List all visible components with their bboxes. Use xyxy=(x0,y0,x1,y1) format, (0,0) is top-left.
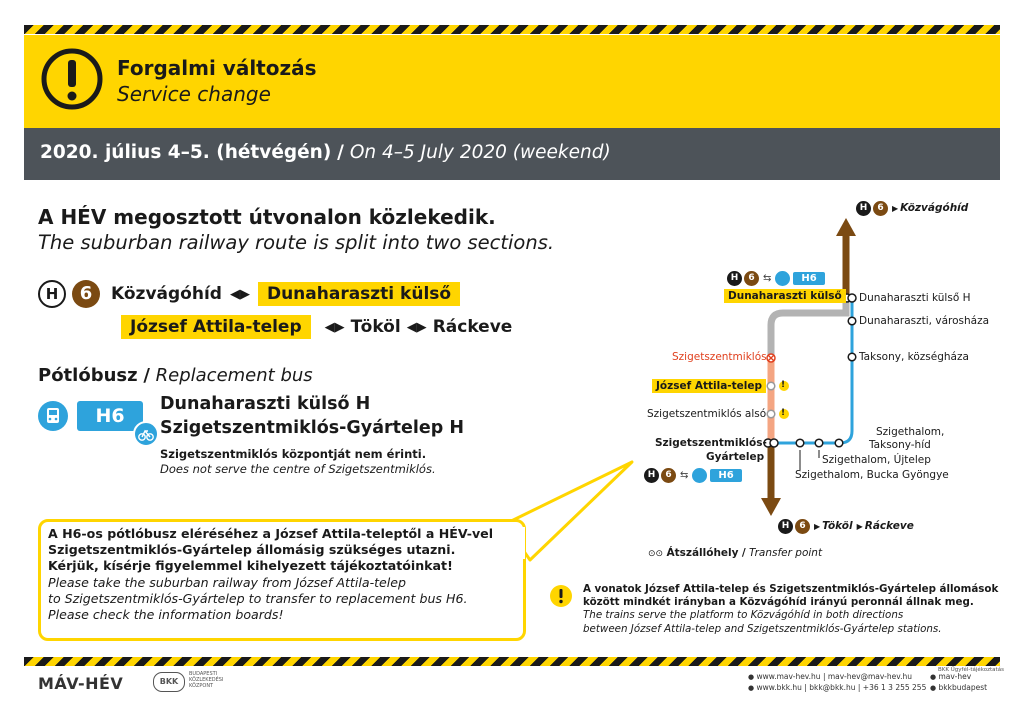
station-jozsef-attila-telep: József Attila-telep xyxy=(652,379,766,393)
direction-arrow-icon: ▶ xyxy=(892,203,899,213)
bus-icon xyxy=(775,271,790,286)
hev-icon: H xyxy=(727,271,742,286)
bus-code-badge: H6 xyxy=(793,272,824,285)
stop-dot xyxy=(770,439,778,447)
station-taksony: Taksony, községháza xyxy=(859,351,969,363)
warning-mark: ! xyxy=(781,408,786,418)
station-dunaharaszti-kulso-h: Dunaharaszti külső H xyxy=(859,292,971,304)
gyartelep-transfer-icons xyxy=(644,467,742,483)
bottom-destination xyxy=(778,518,914,534)
seg2-to: Ráckeve xyxy=(432,317,513,337)
seg1-from: Közvágóhíd xyxy=(111,284,222,304)
seg2-from: József Attila-telep xyxy=(121,315,311,339)
closed-track xyxy=(771,301,846,360)
stop-dot xyxy=(767,382,775,390)
globe-icon: ● xyxy=(748,684,755,692)
title-en: Service change xyxy=(117,82,271,106)
stop-dot xyxy=(796,439,804,447)
bus-code-badge: H6 xyxy=(710,469,741,482)
date-sep: / xyxy=(337,142,344,163)
callout-en-3: Please check the information boards! xyxy=(48,607,284,623)
bus-route xyxy=(771,298,852,443)
line-6-badge: 6 xyxy=(795,519,810,534)
direction-arrow-icon: ▶ xyxy=(856,521,863,531)
stop-dot xyxy=(767,410,775,418)
map-legend xyxy=(648,547,822,559)
bottom-hazard-stripe xyxy=(24,657,1000,666)
seg1-to: Dunaharaszti külső xyxy=(258,282,460,306)
notice-en-2: between József Attila-telep and Szigetszentmiklós-Gyártelep stations. xyxy=(583,622,942,635)
callout-hu-2: Szigetszentmiklós-Gyártelep állomásig szükséges utazni. xyxy=(48,542,456,558)
bkk-logo: BKK xyxy=(153,672,185,692)
footer-contact-mav xyxy=(748,672,912,681)
social-icon: ● xyxy=(930,684,937,692)
stop-dot xyxy=(848,294,856,302)
station-szigetszentmiklos: Szigetszentmiklós xyxy=(672,351,767,363)
station-dunaharaszti-varoshaza: Dunaharaszti, városháza xyxy=(859,315,990,327)
stop-dot xyxy=(848,353,856,361)
date-en: On 4–5 July 2020 (weekend) xyxy=(349,142,611,163)
line-6-badge: 6 xyxy=(744,271,759,286)
intro-hu: A HÉV megosztott útvonalon közlekedik. xyxy=(38,205,496,229)
station-gyartelep-2: Gyártelep xyxy=(706,451,765,463)
bus-icon xyxy=(692,468,707,483)
bottom-dest-1: Tököl xyxy=(822,520,853,532)
hev-icon: H xyxy=(38,280,66,308)
bus-stop-2: Szigetszentmiklós-Gyártelep H xyxy=(160,418,464,438)
footer-contact-bkk xyxy=(748,683,926,692)
hev-icon: H xyxy=(644,468,659,483)
social-icon: ● xyxy=(930,673,937,681)
south-arrow-icon xyxy=(761,498,781,516)
credit: BKK Ügyfél-tájékoztatás xyxy=(938,667,1004,673)
legend-hu: Átszállóhely xyxy=(666,547,739,559)
transfer-icon: ⇆ xyxy=(763,272,772,284)
stop-dot xyxy=(815,439,823,447)
bus-note-en: Does not serve the centre of Szigetszentmiklós. xyxy=(160,462,436,476)
footer-line-2: www.bkk.hu | bkk@bkk.hu | +36 1 3 255 255 xyxy=(756,683,927,692)
bidirectional-arrow-icon: ◀▶ xyxy=(324,319,345,335)
footer-line-1: www.mav-hev.hu | mav-hev@mav-hev.hu xyxy=(756,672,912,681)
mav-hev-logo: MÁV-HÉV xyxy=(38,674,124,693)
hev-icon: H xyxy=(856,201,871,216)
station-szigethalom-bucka: Szigethalom, Bucka Gyöngye xyxy=(795,469,949,481)
globe-icon: ● xyxy=(748,673,755,681)
footer-social-bkk: ● bkkbudapest xyxy=(930,683,988,692)
stop-dot xyxy=(848,317,856,325)
dunaharaszti-transfer-icons xyxy=(727,270,825,286)
legend-en: Transfer point xyxy=(749,547,823,559)
bus-stop-1: Dunaharaszti külső H xyxy=(160,394,371,414)
notice-warning-icon xyxy=(549,584,573,608)
station-szigethalom-taksony-2: Taksony-híd xyxy=(869,439,931,451)
callout-hu-1: A H6-os pótlóbusz eléréséhez a József Attila-teleptől a HÉV-vel xyxy=(48,526,494,541)
bus-heading-en: Replacement bus xyxy=(155,365,313,386)
notice-en-1: The trains serve the platform to Közvágóhíd in both directions xyxy=(583,609,904,622)
bidirectional-arrow-icon: ◀▶ xyxy=(406,319,427,335)
bus-heading-hu: Pótlóbusz xyxy=(38,365,138,386)
notice-hu-2: között mindkét irányban a Közvágóhíd irányú peronnál állnak meg. xyxy=(583,596,974,609)
transfer-point-icon: ⊙⊙ xyxy=(648,549,664,559)
station-szigetszentmiklos-also: Szigetszentmiklós alsó xyxy=(647,408,767,420)
title-hu: Forgalmi változás xyxy=(117,56,317,80)
legend-sep: / xyxy=(741,547,746,559)
seg2-via: Tököl xyxy=(350,317,401,337)
bkk-logo-text: BUDAPESTI KÖZLEKEDÉSI KÖZPONT xyxy=(189,671,224,689)
station-szigethalom-taksony-1: Szigethalom, xyxy=(876,426,945,438)
transfer-icon: ⇆ xyxy=(680,469,689,481)
bus-heading-sep: / xyxy=(143,365,150,386)
station-szigethalom-ujtelep: Szigethalom, Újtelep xyxy=(822,454,931,466)
intro-en: The suburban railway route is split into two sections. xyxy=(38,231,555,254)
callout-en-2: to Szigetszentmiklós-Gyártelep to transfer to replacement bus H6. xyxy=(48,590,468,606)
bus-code-badge: H6 xyxy=(77,401,143,431)
line-6-badge: 6 xyxy=(72,280,100,308)
warning-mark: ! xyxy=(781,380,786,390)
bus-note-hu: Szigetszentmiklós központját nem érinti. xyxy=(160,447,427,461)
platform-notice xyxy=(583,583,998,636)
notice-hu-1: A vonatok József Attila-telep és Szigetszentmiklós-Gyártelep állomások xyxy=(583,583,999,595)
bidirectional-arrow-icon: ◀▶ xyxy=(229,286,250,302)
callout-hu-3: Kérjük, kísérje figyelemmel kihelyezett tájékoztatóinkat! xyxy=(48,558,453,574)
line-6-badge: 6 xyxy=(873,201,888,216)
direction-arrow-icon: ▶ xyxy=(814,521,821,531)
bottom-dest-2: Ráckeve xyxy=(864,520,914,532)
top-destination xyxy=(856,200,968,216)
footer-social-mav: ● mav-hev xyxy=(930,672,972,681)
date-hu: 2020. július 4–5. (hétvégén) xyxy=(40,142,332,163)
stop-dot xyxy=(835,439,843,447)
line-6-badge: 6 xyxy=(661,468,676,483)
station-gyartelep-1: Szigetszentmiklós- xyxy=(655,437,767,449)
top-dest-label: Közvágóhíd xyxy=(900,202,969,214)
north-arrow-icon xyxy=(836,218,856,236)
dunaharaszti-kulso-label: Dunaharaszti külső xyxy=(724,289,846,303)
hev-icon: H xyxy=(778,519,793,534)
callout-en-1: Please take the suburban railway from József Attila-telep xyxy=(48,574,407,590)
